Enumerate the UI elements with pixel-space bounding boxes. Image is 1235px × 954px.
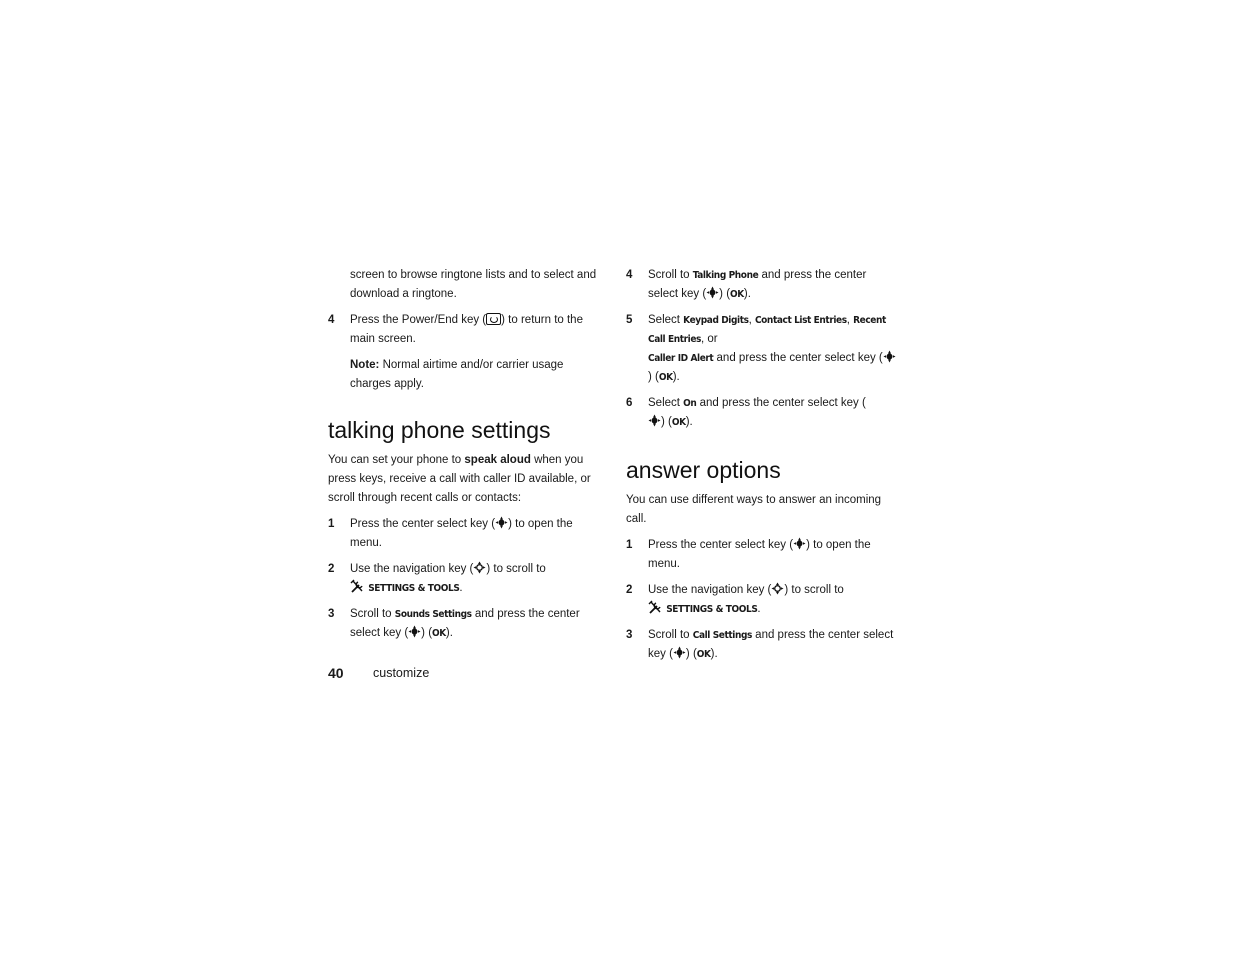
right-step-2: 2 Use the navigation key ( ) to scroll to SETTINGS & TOOLS. [626, 581, 898, 619]
settings-tools-icon [648, 600, 663, 614]
left-step-1: 1 Press the center select key ( ) to open the menu. [328, 515, 600, 553]
call-settings-menu-label: Call Settings [692, 630, 752, 641]
step-number: 1 [626, 539, 633, 551]
settings-tools-icon [350, 579, 365, 593]
ok-label: OK [730, 289, 744, 300]
navigation-key-icon [771, 582, 784, 595]
step-number: 4 [328, 314, 335, 326]
ringtone-continuation-text: screen to browse ringtone lists and to select and download a ringtone. [350, 269, 597, 300]
sounds-settings-menu-label: Sounds Settings [394, 609, 472, 620]
step-number: 5 [626, 314, 633, 326]
right-step-5: 5 Select Keypad Digits, Contact List Entries, Recent Call Entries, or Caller ID Alert and press the center select key () (OK). [626, 311, 898, 387]
settings-tools-menu-label: SETTINGS & TOOLS [666, 604, 758, 615]
right-step-4: 4 Scroll to Talking Phone and press the center select key ( ) (OK). [626, 266, 898, 304]
step-number: 2 [626, 584, 633, 596]
left-step-3: 3 Scroll to Sounds Settings and press the center select key ( ) (OK). [328, 605, 600, 643]
center-select-key-icon [883, 350, 896, 363]
power-end-key-icon [486, 313, 501, 325]
center-select-key-icon [673, 646, 686, 659]
right-column [626, 266, 898, 664]
center-select-key-icon [495, 516, 508, 529]
left-column [328, 266, 600, 643]
section-label: customize [373, 666, 430, 680]
contact-list-entries-menu-label: Contact List Entries [754, 315, 847, 326]
step-number: 2 [328, 563, 335, 575]
right-step-6: 6 Select On and press the center select key ( ) (OK). [626, 394, 898, 432]
note-label: Note: [350, 359, 380, 371]
ok-label: OK [671, 417, 686, 428]
right-step-3: 3 Scroll to Call Settings and press the center select key ( ) (OK). [626, 626, 898, 664]
ok-label: OK [432, 628, 446, 639]
caller-id-alert-menu-label: Caller ID Alert [648, 353, 714, 364]
navigation-key-icon [473, 561, 486, 574]
recent-call-entries-menu-label: Recent Call Entries [648, 315, 886, 345]
answer-options-intro: You can use different ways to answer an incoming call. [626, 494, 882, 525]
center-select-key-icon [408, 625, 421, 638]
step-number: 1 [328, 518, 335, 530]
talking-phone-intro: You can set your phone to speak aloud when you press keys, receive a call with caller ID available, or scroll through recent calls or contacts: [328, 454, 591, 504]
step-number: 3 [626, 629, 633, 641]
step-number: 6 [626, 397, 633, 409]
center-select-key-icon [706, 286, 719, 299]
ok-label: OK [696, 649, 711, 660]
talking-phone-menu-label: Talking Phone [692, 270, 759, 281]
answer-options-heading: answer options [626, 457, 781, 483]
on-menu-label: On [683, 398, 697, 409]
settings-tools-menu-label: SETTINGS & TOOLS [368, 583, 460, 594]
ok-label: OK [658, 372, 673, 383]
left-step-4: 4 Press the Power/End key ( ) to return to the main screen. [328, 311, 600, 349]
note-text: Note: Normal airtime and/or carrier usage charges apply. [350, 359, 564, 390]
keypad-digits-menu-label: Keypad Digits [683, 315, 749, 326]
page-number: 40 [328, 665, 344, 681]
talking-phone-settings-heading: talking phone settings [328, 417, 551, 443]
step-number: 4 [626, 269, 633, 281]
center-select-key-icon [793, 537, 806, 550]
right-step-1: 1 Press the center select key ( ) to open the menu. [626, 536, 898, 574]
left-step-2: 2 Use the navigation key ( ) to scroll to SETTINGS & TOOLS. [328, 560, 600, 598]
center-select-key-icon [648, 414, 661, 427]
step-number: 3 [328, 608, 335, 620]
